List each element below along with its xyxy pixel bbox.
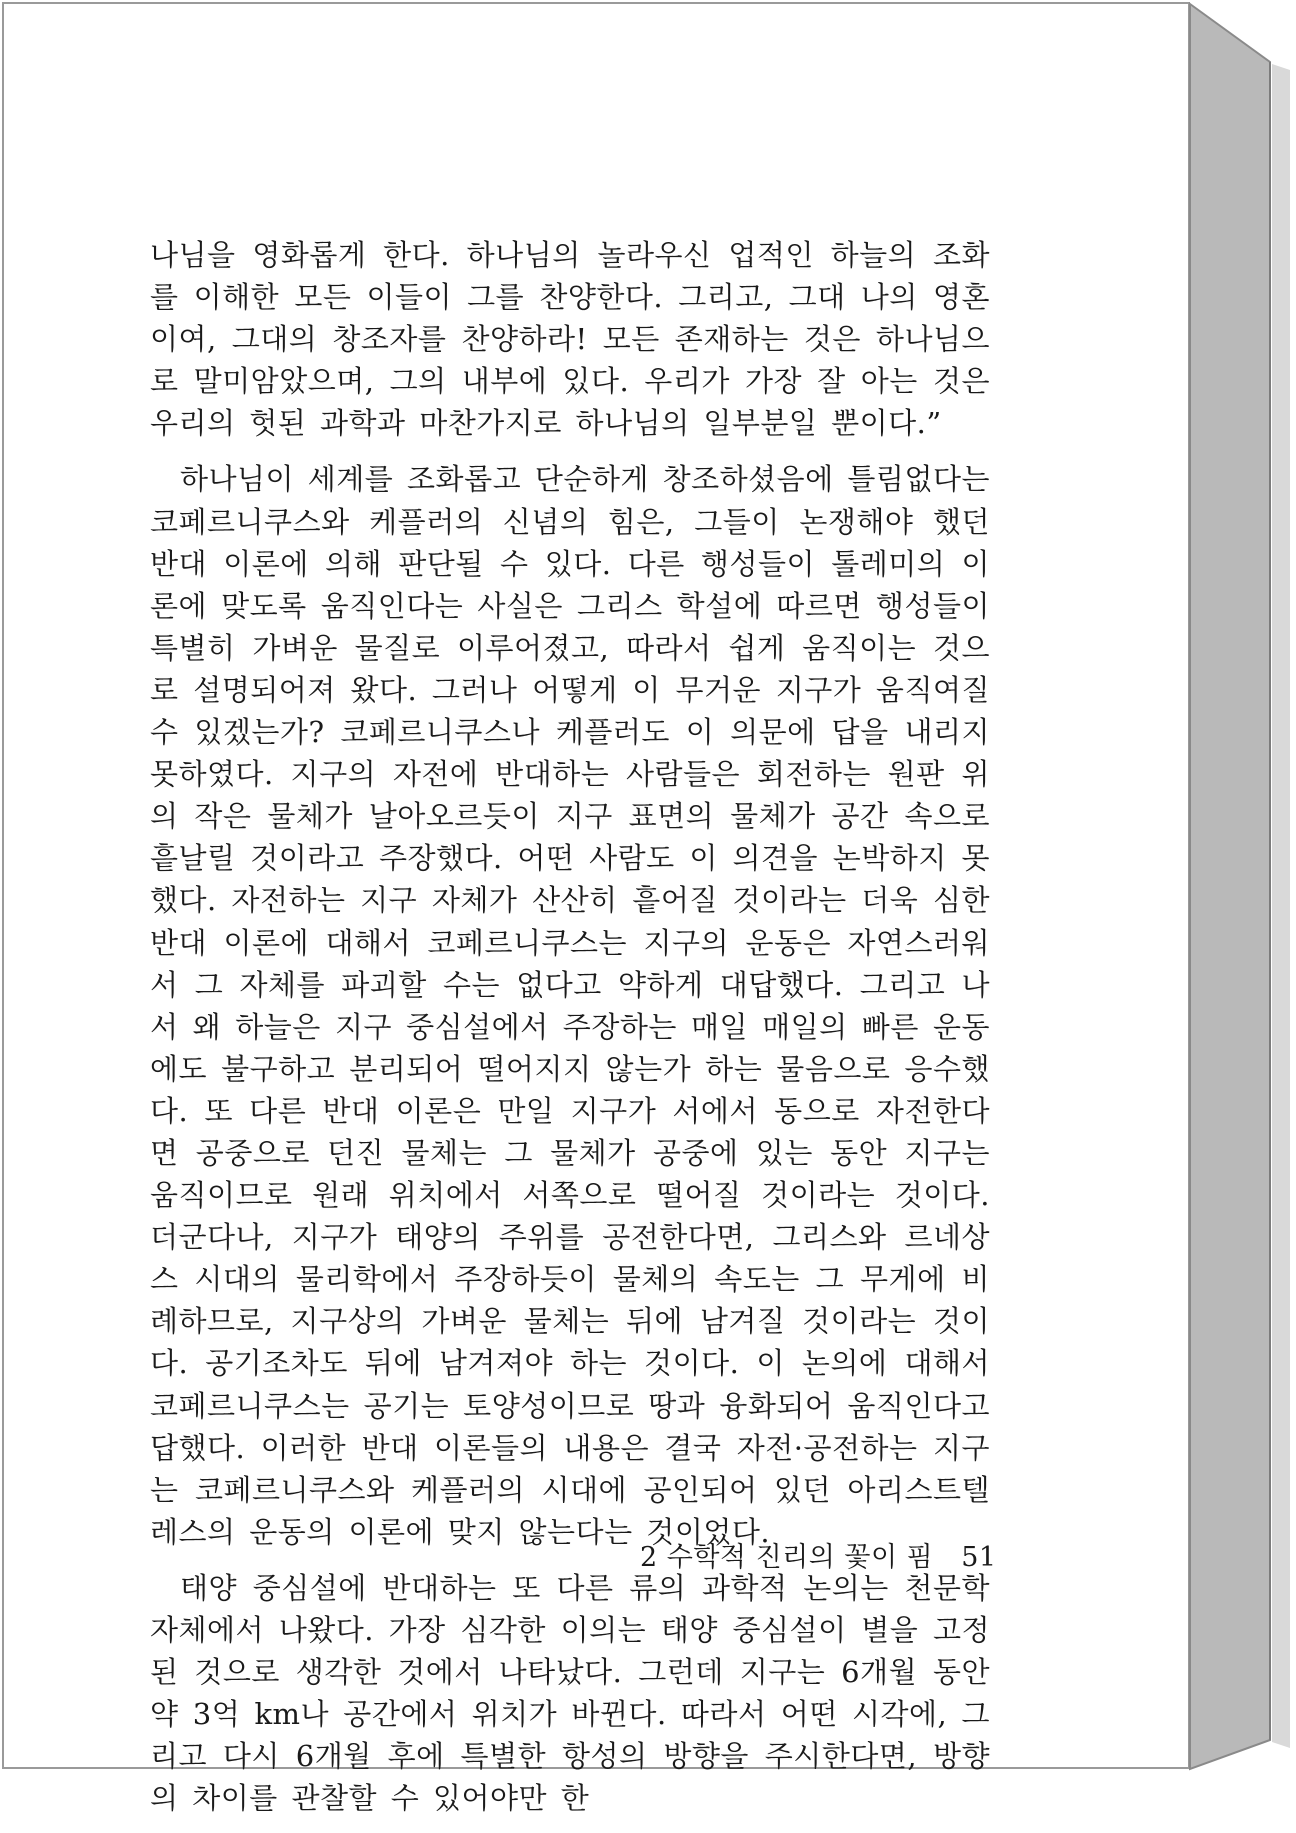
page-number: 51 [961,1542,997,1573]
running-footer [640,1535,997,1574]
paragraph-1: 나님을 영화롭게 한다. 하나님의 놀라우신 업적인 하늘의 조화를 이해한 모든 이들이 그를 찬양한다. 그리고, 그대 나의 영혼이여, 그대의 창조자를 찬양하라! 모든 존재하는 것은 하나님으로 말미암았으며, 그의 내부에 있다. 우리가 가장 잘 아는 것은 우리의 헛된 과학과 마찬가지로 하나님의 일부분일 뿐이다.” [150,238,990,441]
chapter-title: 2 수학적 진리의 꽃이 핌 [640,1542,934,1573]
page-body [150,234,990,1833]
paragraph-2: 하나님이 세계를 조화롭고 단순하게 창조하셨음에 틀림없다는 코페르니쿠스와 케플러의 신념의 힘은, 그들이 논쟁해야 했던 반대 이론에 의해 판단될 수 있다. 다른 행성들이 톨레미의 이론에 맞도록 움직인다는 사실은 그리스 학설에 따르면 행성들이 특별히 가벼운 물질로 이루어졌고, 따라서 쉽게 움직이는 것으로 설명되어져 왔다. 그러나 어떻게 이 무거운 지구가 움직여질 수 있겠는가? 코페르니쿠스나 케플러도 이 의문에 답을 내리지 못하였다. 지구의 자전에 반대하는 사람들은 회전하는 원판 위의 작은 물체가 날아오르듯이 지구 표면의 물체가 공간 속으로 흩날릴 것이라고 주장했다. 어떤 사람도 이 의견을 논박하지 못했다. 자전하는 지구 자체가 산산히 흩어질 것이라는 더욱 심한 반대 이론에 대해서 코페르니쿠스는 지구의 운동은 자연스러워서 그 자체를 파괴할 수는 없다고 약하게 대답했다. 그리고 나서 왜 하늘은 지구 중심설에서 주장하는 매일 매일의 빠른 운동에도 불구하고 분리되어 떨어지지 않는가 하는 물음으로 응수했다. 또 다른 반대 이론은 만일 지구가 서에서 동으로 자전한다면 공중으로 던진 물체는 그 물체가 공중에 있는 동안 지구는 움직이므로 원래 위치에서 서쪽으로 떨어질 것이라는 것이다. 더군다나, 지구가 태양의 주위를 공전한다면, 그리스와 르네상스 시대의 물리학에서 주장하듯이 물체의 속도는 그 무게에 비례하므로, 지구상의 가벼운 물체는 뒤에 남겨질 것이라는 것이다. 공기조차도 뒤에 남겨져야 하는 것이다. 이 논의에 대해서 코페르니쿠스는 공기는 토양성이므로 땅과 융화되어 움직인다고 답했다. 이러한 반대 이론들의 내용은 결국 자전·공전하는 지구는 코페르니쿠스와 케플러의 시대에 공인되어 있던 아리스트텔레스의 운동의 이론에 맞지 않는다는 것이었다. [150,462,990,1549]
paragraph-3: 태양 중심설에 반대하는 또 다른 류의 과학적 논의는 천문학 자체에서 나왔다. 가장 심각한 이의는 태양 중심설이 별을 고정된 것으로 생각한 것에서 나타났다. 그런데 지구는 6개월 동안 약 3억 km나 공간에서 위치가 바뀐다. 따라서 어떤 시각에, 그리고 다시 6개월 후에 특별한 항성의 방향을 주시한다면, 방향의 차이를 관찰할 수 있어야만 한 [150,1570,990,1816]
